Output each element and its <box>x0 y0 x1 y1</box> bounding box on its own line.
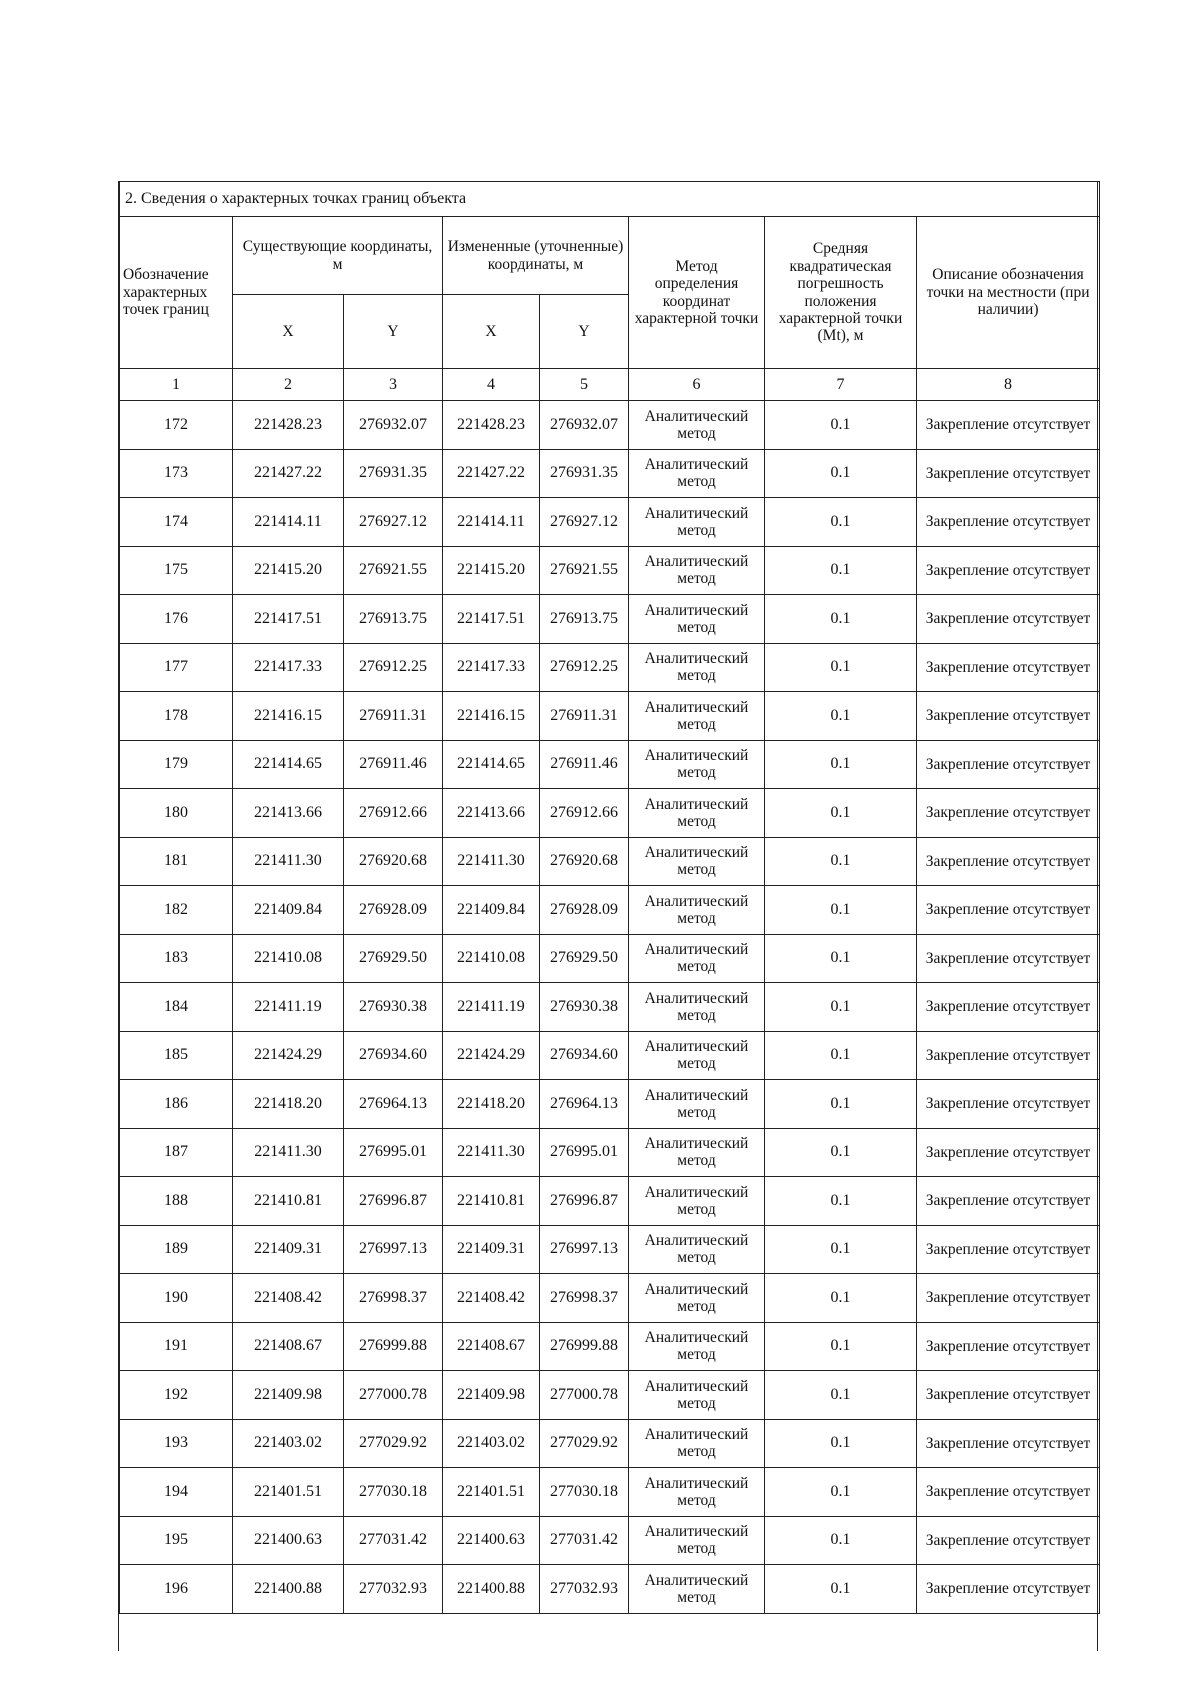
table-row <box>120 498 1100 547</box>
point-number-cell: 188 <box>120 1177 233 1226</box>
point-number-cell: 173 <box>120 449 233 498</box>
changed-x-cell: 221409.84 <box>443 886 540 935</box>
existing-y-cell: 277030.18 <box>344 1468 443 1517</box>
changed-y-cell: 276998.37 <box>540 1274 629 1323</box>
point-number-cell: 180 <box>120 789 233 838</box>
existing-y-cell: 276996.87 <box>344 1177 443 1226</box>
changed-x-cell: 221414.11 <box>443 498 540 547</box>
changed-y-cell: 276911.31 <box>540 692 629 741</box>
error-cell: 0.1 <box>765 1080 917 1129</box>
table-row <box>120 1322 1100 1371</box>
description-cell: Закрепление отсутствует <box>917 401 1100 450</box>
table-row <box>120 1468 1100 1517</box>
changed-x-cell: 221414.65 <box>443 740 540 789</box>
header-error: Средняя квадратическая погрешность положения характерной точки (Mt), м <box>765 217 917 369</box>
changed-x-cell: 221417.51 <box>443 595 540 644</box>
error-cell: 0.1 <box>765 1274 917 1323</box>
table-row <box>120 789 1100 838</box>
column-number: 7 <box>765 369 917 401</box>
method-cell: Аналитический метод <box>629 1322 765 1371</box>
existing-x-cell: 221409.98 <box>233 1371 344 1420</box>
existing-y-cell: 276931.35 <box>344 449 443 498</box>
header-existing-coordinates: Существующие координаты, м <box>233 217 443 295</box>
column-number: 5 <box>540 369 629 401</box>
error-cell: 0.1 <box>765 837 917 886</box>
description-cell: Закрепление отсутствует <box>917 643 1100 692</box>
error-cell: 0.1 <box>765 1177 917 1226</box>
table-row <box>120 449 1100 498</box>
table-row <box>120 546 1100 595</box>
error-cell: 0.1 <box>765 1128 917 1177</box>
changed-y-cell: 276912.25 <box>540 643 629 692</box>
existing-x-cell: 221427.22 <box>233 449 344 498</box>
changed-y-cell: 277032.93 <box>540 1565 629 1614</box>
point-number-cell: 192 <box>120 1371 233 1420</box>
error-cell: 0.1 <box>765 1565 917 1614</box>
point-number-cell: 183 <box>120 934 233 983</box>
method-cell: Аналитический метод <box>629 1080 765 1129</box>
existing-x-cell: 221408.67 <box>233 1322 344 1371</box>
error-cell: 0.1 <box>765 1516 917 1565</box>
table-row <box>120 837 1100 886</box>
existing-x-cell: 221400.88 <box>233 1565 344 1614</box>
description-cell: Закрепление отсутствует <box>917 1565 1100 1614</box>
changed-x-cell: 221413.66 <box>443 789 540 838</box>
method-cell: Аналитический метод <box>629 498 765 547</box>
changed-y-cell: 276964.13 <box>540 1080 629 1129</box>
description-cell: Закрепление отсутствует <box>917 789 1100 838</box>
existing-y-cell: 276911.31 <box>344 692 443 741</box>
description-cell: Закрепление отсутствует <box>917 546 1100 595</box>
description-cell: Закрепление отсутствует <box>917 740 1100 789</box>
changed-x-cell: 221415.20 <box>443 546 540 595</box>
method-cell: Аналитический метод <box>629 1468 765 1517</box>
changed-x-cell: 221408.67 <box>443 1322 540 1371</box>
table-row <box>120 401 1100 450</box>
column-number: 3 <box>344 369 443 401</box>
method-cell: Аналитический метод <box>629 837 765 886</box>
description-cell: Закрепление отсутствует <box>917 1177 1100 1226</box>
changed-y-cell: 276997.13 <box>540 1225 629 1274</box>
table-row <box>120 1080 1100 1129</box>
table-row <box>120 1031 1100 1080</box>
point-number-cell: 187 <box>120 1128 233 1177</box>
point-number-cell: 181 <box>120 837 233 886</box>
changed-x-cell: 221417.33 <box>443 643 540 692</box>
changed-x-cell: 221400.63 <box>443 1516 540 1565</box>
point-number-cell: 193 <box>120 1419 233 1468</box>
boundary-points-table <box>119 181 1100 1614</box>
table-row <box>120 1274 1100 1323</box>
existing-y-cell: 276964.13 <box>344 1080 443 1129</box>
method-cell: Аналитический метод <box>629 1031 765 1080</box>
changed-x-cell: 221411.30 <box>443 837 540 886</box>
error-cell: 0.1 <box>765 498 917 547</box>
point-number-cell: 196 <box>120 1565 233 1614</box>
changed-x-cell: 221418.20 <box>443 1080 540 1129</box>
changed-x-cell: 221428.23 <box>443 401 540 450</box>
changed-y-cell: 276921.55 <box>540 546 629 595</box>
existing-y-cell: 276932.07 <box>344 401 443 450</box>
existing-x-cell: 221401.51 <box>233 1468 344 1517</box>
existing-x-cell: 221414.11 <box>233 498 344 547</box>
header-existing-y: Y <box>344 295 443 369</box>
existing-x-cell: 221413.66 <box>233 789 344 838</box>
table-row <box>120 740 1100 789</box>
existing-y-cell: 276912.66 <box>344 789 443 838</box>
changed-x-cell: 221410.08 <box>443 934 540 983</box>
description-cell: Закрепление отсутствует <box>917 1419 1100 1468</box>
method-cell: Аналитический метод <box>629 789 765 838</box>
table-row <box>120 1128 1100 1177</box>
description-cell: Закрепление отсутствует <box>917 837 1100 886</box>
error-cell: 0.1 <box>765 886 917 935</box>
point-number-cell: 182 <box>120 886 233 935</box>
description-cell: Закрепление отсутствует <box>917 1031 1100 1080</box>
table-row <box>120 595 1100 644</box>
point-number-cell: 179 <box>120 740 233 789</box>
error-cell: 0.1 <box>765 1419 917 1468</box>
table-row <box>120 1225 1100 1274</box>
existing-x-cell: 221411.19 <box>233 983 344 1032</box>
existing-x-cell: 221416.15 <box>233 692 344 741</box>
method-cell: Аналитический метод <box>629 1128 765 1177</box>
existing-x-cell: 221417.51 <box>233 595 344 644</box>
header-changed-y: Y <box>540 295 629 369</box>
column-number: 6 <box>629 369 765 401</box>
changed-y-cell: 277029.92 <box>540 1419 629 1468</box>
changed-x-cell: 221424.29 <box>443 1031 540 1080</box>
changed-y-cell: 277000.78 <box>540 1371 629 1420</box>
point-number-cell: 190 <box>120 1274 233 1323</box>
description-cell: Закрепление отсутствует <box>917 1225 1100 1274</box>
method-cell: Аналитический метод <box>629 692 765 741</box>
table-row <box>120 1516 1100 1565</box>
existing-x-cell: 221411.30 <box>233 837 344 886</box>
header-method: Метод определения координат характерной точки <box>629 217 765 369</box>
error-cell: 0.1 <box>765 546 917 595</box>
description-cell: Закрепление отсутствует <box>917 886 1100 935</box>
table-row <box>120 983 1100 1032</box>
description-cell: Закрепление отсутствует <box>917 1128 1100 1177</box>
existing-y-cell: 276934.60 <box>344 1031 443 1080</box>
description-cell: Закрепление отсутствует <box>917 1080 1100 1129</box>
point-number-cell: 178 <box>120 692 233 741</box>
header-changed-coordinates: Измененные (уточненные) координаты, м <box>443 217 629 295</box>
method-cell: Аналитический метод <box>629 983 765 1032</box>
column-number: 1 <box>120 369 233 401</box>
existing-y-cell: 276930.38 <box>344 983 443 1032</box>
changed-y-cell: 277031.42 <box>540 1516 629 1565</box>
description-cell: Закрепление отсутствует <box>917 1468 1100 1517</box>
document-page <box>118 181 1098 1651</box>
header-designation: Обозначение характерных точек границ <box>120 217 233 369</box>
changed-y-cell: 277030.18 <box>540 1468 629 1517</box>
method-cell: Аналитический метод <box>629 1225 765 1274</box>
changed-x-cell: 221401.51 <box>443 1468 540 1517</box>
header-existing-x: X <box>233 295 344 369</box>
error-cell: 0.1 <box>765 1468 917 1517</box>
table-row <box>120 1177 1100 1226</box>
error-cell: 0.1 <box>765 595 917 644</box>
error-cell: 0.1 <box>765 401 917 450</box>
table-row <box>120 1419 1100 1468</box>
table-row <box>120 692 1100 741</box>
existing-y-cell: 276927.12 <box>344 498 443 547</box>
changed-y-cell: 276911.46 <box>540 740 629 789</box>
description-cell: Закрепление отсутствует <box>917 1371 1100 1420</box>
error-cell: 0.1 <box>765 740 917 789</box>
description-cell: Закрепление отсутствует <box>917 934 1100 983</box>
error-cell: 0.1 <box>765 1031 917 1080</box>
existing-x-cell: 221418.20 <box>233 1080 344 1129</box>
existing-x-cell: 221409.31 <box>233 1225 344 1274</box>
point-number-cell: 175 <box>120 546 233 595</box>
error-cell: 0.1 <box>765 1371 917 1420</box>
changed-y-cell: 276999.88 <box>540 1322 629 1371</box>
existing-y-cell: 276928.09 <box>344 886 443 935</box>
method-cell: Аналитический метод <box>629 1177 765 1226</box>
point-number-cell: 176 <box>120 595 233 644</box>
method-cell: Аналитический метод <box>629 934 765 983</box>
existing-y-cell: 276912.25 <box>344 643 443 692</box>
existing-y-cell: 276920.68 <box>344 837 443 886</box>
method-cell: Аналитический метод <box>629 595 765 644</box>
existing-x-cell: 221400.63 <box>233 1516 344 1565</box>
description-cell: Закрепление отсутствует <box>917 983 1100 1032</box>
point-number-cell: 177 <box>120 643 233 692</box>
existing-x-cell: 221410.81 <box>233 1177 344 1226</box>
point-number-cell: 186 <box>120 1080 233 1129</box>
existing-x-cell: 221409.84 <box>233 886 344 935</box>
column-number: 8 <box>917 369 1100 401</box>
changed-x-cell: 221400.88 <box>443 1565 540 1614</box>
method-cell: Аналитический метод <box>629 1565 765 1614</box>
error-cell: 0.1 <box>765 983 917 1032</box>
changed-x-cell: 221411.19 <box>443 983 540 1032</box>
column-number-row <box>120 369 1100 401</box>
table-row <box>120 1565 1100 1614</box>
existing-x-cell: 221414.65 <box>233 740 344 789</box>
error-cell: 0.1 <box>765 692 917 741</box>
header-description: Описание обозначения точки на местности (при наличии) <box>917 217 1100 369</box>
changed-y-cell: 276996.87 <box>540 1177 629 1226</box>
description-cell: Закрепление отсутствует <box>917 1274 1100 1323</box>
error-cell: 0.1 <box>765 449 917 498</box>
description-cell: Закрепление отсутствует <box>917 692 1100 741</box>
existing-y-cell: 277032.93 <box>344 1565 443 1614</box>
point-number-cell: 184 <box>120 983 233 1032</box>
error-cell: 0.1 <box>765 789 917 838</box>
description-cell: Закрепление отсутствует <box>917 498 1100 547</box>
column-number: 4 <box>443 369 540 401</box>
error-cell: 0.1 <box>765 934 917 983</box>
point-number-cell: 185 <box>120 1031 233 1080</box>
description-cell: Закрепление отсутствует <box>917 1516 1100 1565</box>
table-row <box>120 886 1100 935</box>
changed-y-cell: 276927.12 <box>540 498 629 547</box>
method-cell: Аналитический метод <box>629 1274 765 1323</box>
table-row <box>120 643 1100 692</box>
changed-x-cell: 221410.81 <box>443 1177 540 1226</box>
existing-y-cell: 276929.50 <box>344 934 443 983</box>
method-cell: Аналитический метод <box>629 643 765 692</box>
changed-y-cell: 276934.60 <box>540 1031 629 1080</box>
description-cell: Закрепление отсутствует <box>917 595 1100 644</box>
existing-y-cell: 277031.42 <box>344 1516 443 1565</box>
changed-x-cell: 221416.15 <box>443 692 540 741</box>
existing-y-cell: 276998.37 <box>344 1274 443 1323</box>
existing-y-cell: 276999.88 <box>344 1322 443 1371</box>
method-cell: Аналитический метод <box>629 546 765 595</box>
existing-x-cell: 221408.42 <box>233 1274 344 1323</box>
changed-y-cell: 276931.35 <box>540 449 629 498</box>
table-row <box>120 934 1100 983</box>
method-cell: Аналитический метод <box>629 1516 765 1565</box>
section-title: 2. Сведения о характерных точках границ объекта <box>120 182 1100 217</box>
point-number-cell: 189 <box>120 1225 233 1274</box>
point-number-cell: 191 <box>120 1322 233 1371</box>
method-cell: Аналитический метод <box>629 449 765 498</box>
column-number: 2 <box>233 369 344 401</box>
existing-x-cell: 221411.30 <box>233 1128 344 1177</box>
point-number-cell: 172 <box>120 401 233 450</box>
point-number-cell: 174 <box>120 498 233 547</box>
changed-y-cell: 276929.50 <box>540 934 629 983</box>
changed-y-cell: 276920.68 <box>540 837 629 886</box>
changed-y-cell: 276912.66 <box>540 789 629 838</box>
changed-x-cell: 221403.02 <box>443 1419 540 1468</box>
method-cell: Аналитический метод <box>629 401 765 450</box>
existing-x-cell: 221403.02 <box>233 1419 344 1468</box>
existing-y-cell: 276913.75 <box>344 595 443 644</box>
changed-x-cell: 221411.30 <box>443 1128 540 1177</box>
existing-x-cell: 221424.29 <box>233 1031 344 1080</box>
changed-x-cell: 221409.31 <box>443 1225 540 1274</box>
point-number-cell: 194 <box>120 1468 233 1517</box>
changed-y-cell: 276928.09 <box>540 886 629 935</box>
point-number-cell: 195 <box>120 1516 233 1565</box>
header-row-1 <box>120 217 1100 295</box>
method-cell: Аналитический метод <box>629 740 765 789</box>
changed-y-cell: 276932.07 <box>540 401 629 450</box>
changed-y-cell: 276930.38 <box>540 983 629 1032</box>
header-changed-x: X <box>443 295 540 369</box>
changed-y-cell: 276913.75 <box>540 595 629 644</box>
error-cell: 0.1 <box>765 1322 917 1371</box>
existing-y-cell: 277029.92 <box>344 1419 443 1468</box>
changed-x-cell: 221427.22 <box>443 449 540 498</box>
existing-x-cell: 221428.23 <box>233 401 344 450</box>
existing-y-cell: 276921.55 <box>344 546 443 595</box>
error-cell: 0.1 <box>765 1225 917 1274</box>
description-cell: Закрепление отсутствует <box>917 449 1100 498</box>
existing-y-cell: 276995.01 <box>344 1128 443 1177</box>
method-cell: Аналитический метод <box>629 886 765 935</box>
error-cell: 0.1 <box>765 643 917 692</box>
existing-x-cell: 221417.33 <box>233 643 344 692</box>
changed-x-cell: 221408.42 <box>443 1274 540 1323</box>
method-cell: Аналитический метод <box>629 1419 765 1468</box>
existing-x-cell: 221410.08 <box>233 934 344 983</box>
existing-y-cell: 276911.46 <box>344 740 443 789</box>
changed-y-cell: 276995.01 <box>540 1128 629 1177</box>
changed-x-cell: 221409.98 <box>443 1371 540 1420</box>
description-cell: Закрепление отсутствует <box>917 1322 1100 1371</box>
method-cell: Аналитический метод <box>629 1371 765 1420</box>
existing-y-cell: 276997.13 <box>344 1225 443 1274</box>
table-row <box>120 1371 1100 1420</box>
existing-y-cell: 277000.78 <box>344 1371 443 1420</box>
section-title-row <box>120 182 1100 217</box>
existing-x-cell: 221415.20 <box>233 546 344 595</box>
